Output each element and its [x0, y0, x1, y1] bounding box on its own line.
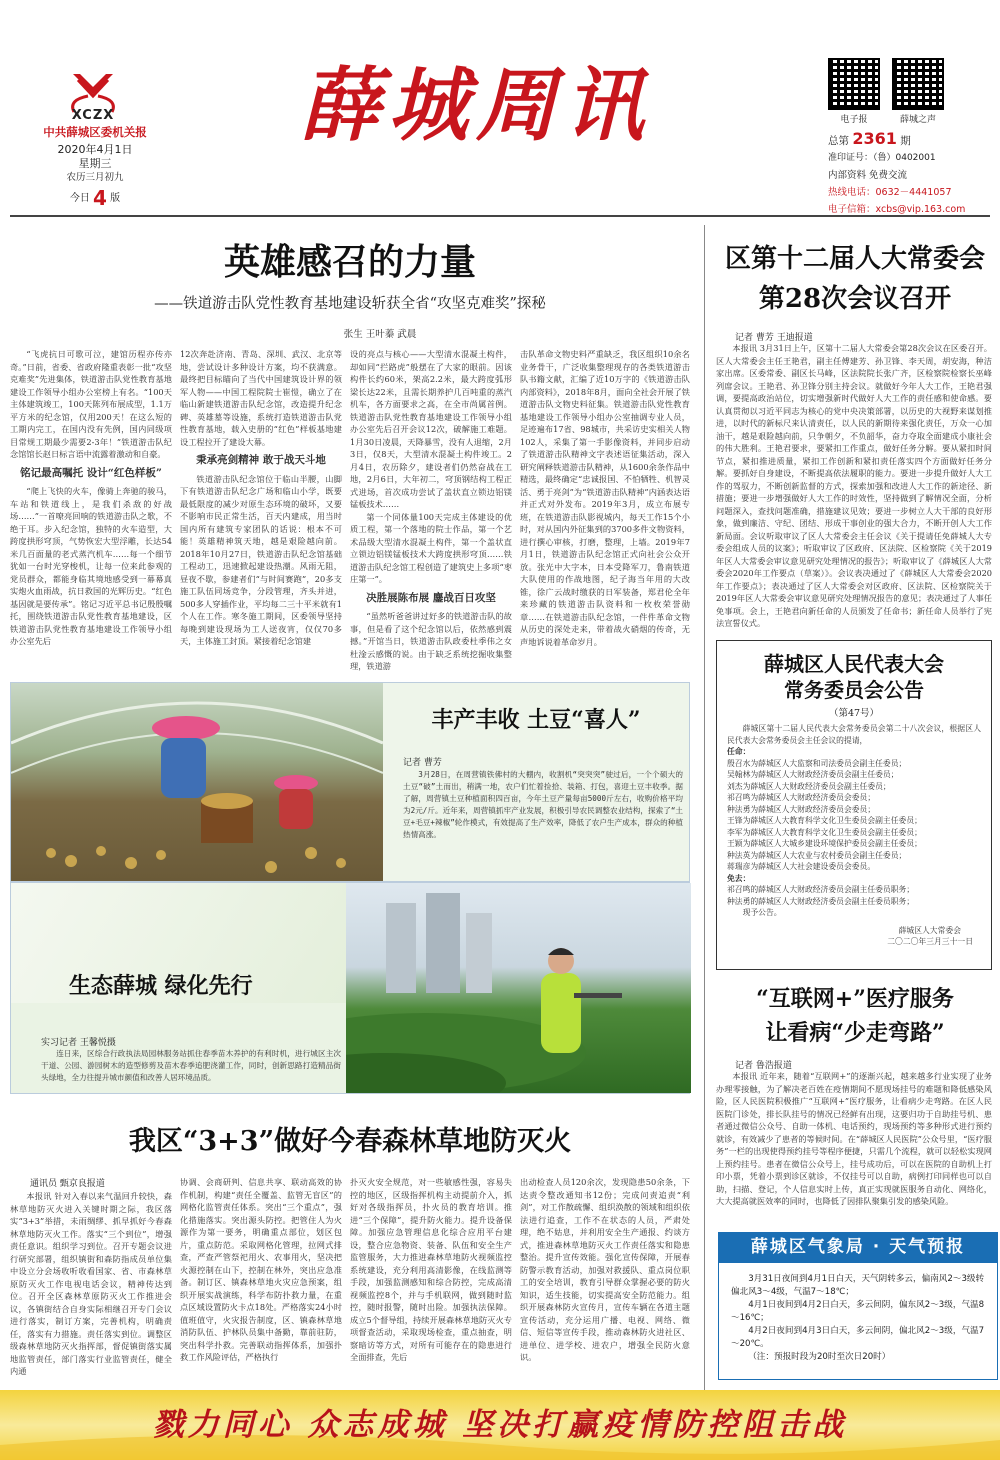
- list-item: 王颖为薛城区人大城乡建设环境保护委员会副主任委员；: [727, 839, 922, 848]
- list-item: 祁召鸣为薛城区人大财政经济委员会委员；: [727, 793, 876, 802]
- notice-box: [716, 640, 992, 970]
- lead-byline: 张生 王叶蓁 武晨: [343, 329, 417, 340]
- slogan-banner: [0, 1390, 1000, 1460]
- org-name: 中共薛城区委机关报: [43, 125, 147, 139]
- list-item: 种法英为薛城区人大农业与农村委员会副主任委员；: [727, 850, 907, 860]
- internet-headline-2: 让看病“少走弯路”: [765, 1020, 945, 1046]
- internet-headline-1: “互联网+”医疗服务: [756, 986, 954, 1012]
- meeting-headline-1: 区第十二届人大常委会: [724, 244, 985, 274]
- radio-qr-code[interactable]: [892, 58, 944, 110]
- list-item: 现予公告。: [742, 908, 782, 917]
- page-count: 今日 4 版: [69, 186, 121, 210]
- issue-number: 总第 2361 期: [828, 129, 911, 148]
- fire-byline: 通讯员 甄京良报道: [30, 1179, 105, 1189]
- column-divider: [704, 225, 705, 1390]
- lead-subhead-3: 决胜展陈布展 鏖战百日攻坚: [366, 591, 496, 604]
- lead-col2: 12次奔赴济南、青岛、深圳、武汉、北京等地，尝试设计多种设计方案，均不获满意。最终把目标瞄向了当代中国建筑设计界的领军人物——中国工程院院士崔愷，确立了在临山新建铁道游击队纪念馆，改造提升纪念碑、英雄墓等设施，系统打造铁道游击队党性教育基地，载入史册的“红色”样板基地建设工程拉开了建设大幕。 秉承亮剑精神 敢于战天斗地 铁道游击队纪念馆位于临山半腰，山脚下有铁道游击队纪念广场和临山小学，既要最低限度的减少对原生态环境的破坏，又要不影响市民正常生活，百天内建成，用当时国内所有建筑专家团队的话说：根本不可能！英雄精神筑天地，越是艰险越向前。2018年10月27日，铁道游击队纪念馆基础工程动工，迅速掀起建设热潮。风雨无阻，昼夜不歇，参建者们“与时间赛跑”，20多支施工队伍同场竞争，分段管理，齐头并进，500多人穿插作业，平均每二三十平米就有1个人在工作。寒冬施工期间，区委领导坚持每晚到建设现场为工人送夜宵，仅仅70多天，主体施工封顶。紧接着纪念馆建: [180, 349, 342, 646]
- notice-title-2: 常务委员会公告: [784, 678, 924, 702]
- issue-date: 2020年4月1日: [57, 143, 133, 156]
- lead-col4: 击队革命文物史料严重缺乏，我区组织10余名业务骨干，广泛收集整理现存的各类铁道游击队书籍文献，汇编了近10万字的《铁道游击队内部资料》，2018年8月，面向全社会开展了铁道游击队文物史料征集。铁道游击队党性教育基地建设工作领导小组办公室抽调专业人员，足迹遍布17省、98城市，共采访史实相关人物102人，采集了第一手影像资料，并同步启动了铁道游击队精神文字表述语征集活动，深入研究阐释铁道游击队精神，从1600余条作品中精选，最终确定“忠诚报国、不怕牺牲、机智灵活、勇于亮剑”为“铁道游击队精神”内涵表达语并正式对外发布。2019年3月，成立布展专班，在铁道游击队影视城内，每天工作15个小时，对从国内外征集到的3700多件文物资料，进行撰心审核，打磨，整理，上墙。2019年7月1日，铁道游击队纪念馆正式向社会公众开放。张光中大字本，日本受降军刀，鲁南铁道大队使用的作战地图，纪子海当年用的大改锥，徐广云战时缴获的日军装备，郑君伦全年来珍藏的铁道游击队资料和一枚枚荣誉勋章……在铁道游击队纪念馆，一件件革命文物从历史的深处走来，带着战火硝烟的传奇，无声地诉说着革命岁月。: [520, 349, 690, 647]
- appoint-label: 任命：: [727, 747, 751, 756]
- lead-subhead-1: 铭记最高嘱托 设计“红色样板”: [20, 466, 162, 479]
- weather-line: 3月31日夜间到4月1日白天，天气阴转多云，偏南风2～3级转偏北风3～4级，气温7～18℃；: [731, 1274, 985, 1297]
- eco-byline: 实习记者 王馨悦摄: [41, 1038, 116, 1048]
- lead-col1: “飞虎抗日可歌可泣，建馆历程亦传亦奇。”日前，省委、省政府隆重表彰一批“攻坚克难奖”先进集体，铁道游击队党性教育基地建设工作领导小组办公室榜上有名。“100天主体建筑竣工，100天陈列布展成型，1.1万平方米的纪念馆，仅用200天！在这么短的工期内完工，在国内没有先例，国内同级项目常规工期最少需要2-3年！”铁道游击队纪念馆馆长赵日标言语中流露着激动和自豪。 铭记最高嘱托 设计“红色样板” “爬上飞快的火车，像骑上奔驰的骏马，车站和铁道线上，是我们杀敌的好战场……”一首嘹亮回响的铁道游击队之歌，不绝于耳。步入纪念馆，独特的火车造型，大跨度拱形穹顶，气势恢宏大型浮雕，长达54米几百面量的老式蒸汽机车……每一个细节犹如一台时光穿梭机，让每一位来此参观的党员群众，都能身临其境地感受到一幕幕真实炮火血雨战，抗日救国的光辉历史。“红色基因就是要传承”。铭记习近平总书记殷殷嘱托，围绕铁道游击队党性教育基地建设，区铁道游击队党性教育基地建设工作领导小组办公室先后: [10, 349, 172, 646]
- weather-line: 4月1日夜间到4月2日白天，多云间阴，偏东风2～3级，气温8～16℃；: [731, 1300, 985, 1323]
- fire-col4: 出动检查人员120余次，发现隐患50余条，下达责令整改通知书12份；完成问责追责“利剑”，对工作散疏懈、组织涣散的领域和组织依法进行追查，工作不在状态的人员，严肃处理，绝不姑息，并利用安全生产通报、约谈方式，推进森林草地防灭火工作责任落实和隐患整治。提升宣传效能。强化宣传保障，开展春防警示教育活动，加强对救援队、重点岗位职工的安全培训，教育引导群众掌握必要的防火知识，适生技能，切实提高安全防范能力。组织开展森林防火宣传月，宣传车辆在各道主题宣传活动，充分运用广播、电视、网络、微信、短信等宣传手段，推动森林防火进社区、进单位、进学校、进农户，增强全民防火意识。: [520, 1177, 690, 1362]
- lead-headline: 英雄感召的力量: [223, 241, 476, 283]
- eco-body: 连日来，区综合行政执法局园林服务站抓住春季苗木养护的有利时机，进行城区主次干道、公园、游园树木的造型修剪及苗木春季追肥浇灌工作，同时，创新思路打造精品街头绿地，全力往提升城市颜值和改善人居环境品质。: [41, 1049, 341, 1082]
- fire-col2: 协调、会商研判、信息共享、联动高效的协作机制，构建“责任全覆盖、监管无盲区”的网格化监管责任体系。突出“三个重点”，强化措施落实。突出源头防控。把管住人为火源作为第一要务，明确重点部位，划区包片，重点防范。采取网格化管理，拉网式排查，严查严管祭祀用火、农事用火，坚决把火源控制在山下，控制在林外，突出应急准备。制订区、镇森林草地火灾应急预案，组织开展实战演练，科学布防扑救力量，在重点区域设置防火卡点18处。严格落实24小时值班值守，火灾报告制度，区、镇森林草地消防队伍、护林队员集中备勤，靠前驻防，突出科学扑救。完善联动指挥体系，加强扑救工作风险评估，严格执行: [180, 1177, 342, 1362]
- epaper-qr-code[interactable]: [828, 58, 880, 110]
- weather-line: 4月2日夜间到4月3日白天，多云间阴，偏北风2～3级，气温7～20℃。: [731, 1326, 985, 1349]
- meeting-body: 本报讯 3月31日上午，区第十二届人大常委会第28次会议在区委召开。区人大常委会主任王艳君，副主任傅建芳、孙卫锋、李天周，胡安海，种洁家出席。区委常委、副区长马峰，区法院院长张广齐，区检察院检察长巫峰列席会议。王艳君、孙卫锋分别主持会议。就做好今年人大工作，王艳君强调，要提高政治站位，切实增强新时代做好人大工作的责任感和使命感。要认真贯彻以习近平同志为核心的党中央决策部署，以历史的大视野来谋划推进，以时代的新标尺来认清责任，以人民的新期待来强化责任，万众一心加油干，越是艰险越向前，只争朝夕，不负韶华，奋力夺取全面建成小康社会的伟大胜利。王艳君要求，要紧扣工作重点，做好任务分解。要从紧扣时间节点，紧扣推进质量，紧扣工作创新和紧扣责任落实四个方面做好任务分解。要抓好自身建设，不断提高依法履职的能力。要进一步提升做好人大工作的驾驭力，不断创新监督的方式，探索加强和改进人大工作的新途径、新措施；要进一步增强做好人大工作的时效性，坚持做到了解情况全面，分析问题深入，查找问题准确，措施建议见效；要进一步树立人大干部的良好形象，做到廉洁、守纪、团结、形成干事创业的强大合力，不断开创人大工作新局面。会议听取审议了区人大常委会主任会议《关于提请任免薛城人大专委会组成人员的议案》；听取审议了区政府、区法院、区检察院《关于2019年区人大常委会审议意见研究处理情况的报告》；听取审议了《薛城区人大常委会2020年工作要点（草案）》。会议表决通过了《薛城区人大常委会2020年工作要点》；表决通过了区人大常委会对区政府、区法院、区检察院关于2019年区人大常委会审议意见研究处理情况报告的意见；表决通过了人事任免事项。会上，王艳君向新任命的人员颁发了任命书；新任命人员举行了宪法宣誓仪式。: [716, 343, 992, 627]
- newspaper-title: 薛城周讯: [300, 58, 652, 152]
- hotline: 热线电话：0632－4441057: [828, 187, 952, 198]
- list-item: 种法勇的薛城区人大财政经济委员会副主任委员职务；: [727, 896, 915, 906]
- weather-title: 薛城区气象局 · 天气预报: [718, 1232, 998, 1262]
- date-block: [0, 125, 190, 210]
- notice-title-1: 薛城区人民代表大会: [764, 652, 944, 676]
- issue-info: [828, 130, 998, 218]
- weekday: 星期三: [78, 157, 112, 170]
- notice-date: 二〇二〇年三月三十一日: [887, 937, 973, 946]
- banner-slogan: 戮力同心 众志成城 坚决打赢疫情防控阻击战: [152, 1407, 848, 1443]
- potato-photo: [11, 683, 383, 881]
- list-item: 祁召鸣的薛城区人大财政经济委员会副主任委员职务；: [727, 885, 915, 894]
- qr1-label: 电子报: [840, 115, 868, 125]
- masthead-rule: [10, 215, 990, 217]
- list-item: 蒋瑞彦为薛城区人大社会建设委员会委员。: [727, 862, 876, 871]
- lead-col3: 设的亮点与核心——大型清水混凝土构件，却如同“拦路虎”般摆在了大家的眼前。因该构件长约60米，架高2.2米，最大跨度弧形梁长达22米，且需长期养护几百吨重的蒸汽机车，各方面要求之高，在全市尚属首例。铁道游击队党性教育基地建设工作领导小组办公室先后召开会议12次，破解施工难题。1月30日凌晨，天降暴雪，没有人退缩，2月3日，仅8天，大型清水混凝土构件竣工。2月4日，农历除夕，建设者们仍然奋战在工地，2月6日，大年初二，穹顶钢结构工程正式进场，首次成功尝试了盖状直立锁边铝镁锰板技术…… 第一个同体量100天完成主体建设的优质工程，第一个落地的院士作品，第一个艺术品级大型清水混凝土构件，第一个盖状直立锁边铝镁锰板技术大跨度拱形穹顶……铁道游击队纪念馆工程创造了建筑史上多项“枣庄第一”。 决胜展陈布展 鏖战百日攻坚 “虽然听爸爸讲过好多的铁道游击队的故事，但是看了这个纪念馆以后，依然感到震撼。”开馆当日，铁道游击队政委杜季伟之女杜淦云感慨的说。由于缺乏系统挖掘收集整理，铁道游: [350, 349, 512, 671]
- logo-text: XCZX: [71, 108, 115, 123]
- permit-number: 准印证号：（鲁）0402001: [828, 153, 936, 163]
- list-item: 王锋为薛城区人大教育科学文化卫生委员会副主任委员；: [727, 816, 922, 825]
- lead-subhead-2: 秉承亮剑精神 敢于战天斗地: [196, 454, 326, 466]
- fire-col1: 本报讯 针对入春以来气温回升较快，森林草地防灭火进入关键时期之际，我区落实“3+3”举措，未雨绸缪、抓早抓好今春森林草地防灭火工作。落实“三个到位”，增强责任意识。组织学习到位。召开专题会议进行研究部署，组织镇街和森防指成员单位集中设立分会场收听收看国家、省、市森林草原防灭火工作电视电话会议，精神传达到位。召开全区森林草原防灭火工作推进会议，各镇街结合自身实际相继召开专门会议进行落实，制订方案，完善机构，明确责任，落实有力措施。责任落实到位。调整区级森林草地防灭火指挥部，督促镇街落实属地监管责任，部门落实行业监管责任，健全内通: [10, 1191, 172, 1376]
- fire-headline: 我区“3+3”做好今春森林草地防灭火: [128, 1126, 572, 1157]
- potato-body: 3月28日，在周营镇铁佛村的大棚内，收割机“突突突”驶过后，一个个硕大的土豆“破”土而出，稍满一地，农户们忙着捡拾、装箱、打包，喜迎土豆丰收季。据了解，周营镇土豆种植面积四百亩，今年土豆产量每亩5000斤左右，收购价格平均为2元/斤。近年来，周营镇抓牢产业发展，积极引导农民调整农业结构，探索了“土豆+毛豆+辣椒”轮作模式，有效提高了生产效率，降低了农户生产成本，群众的种植热情高涨。: [403, 770, 683, 839]
- list-item: 殷召水为薛城区人大监察和司法委员会副主任委员；: [727, 758, 907, 768]
- potato-byline: 记者 曹芳: [403, 758, 442, 768]
- potato-headline: 丰产丰收 土豆“喜人”: [431, 707, 641, 733]
- notice-number: （第47号）: [828, 708, 880, 719]
- hedge-trimming-image: [346, 883, 691, 1093]
- internal-note: 内部资料 免费交流: [828, 170, 908, 181]
- notice-intro: 薛城区第十二届人民代表大会常务委员会第二十八次会议，根据区人民代表大会常务委员会主任会议的提请，: [727, 724, 981, 745]
- newspaper-logo: [58, 72, 128, 122]
- eco-section: [10, 882, 690, 1094]
- remove-label: 免去：: [727, 873, 751, 883]
- lead-subtitle: ——铁道游击队党性教育基地建设斩获全省“攻坚克难奖”探秘: [154, 296, 546, 312]
- fire-col3: 扑灭火安全规范，对一些敏感性强，容易失控的地区，区级指挥机构主动提前介入，抓好对各级指挥员，扑火员的教育培训。推进“三个保障”，提升防火能力。提升设备保障。加强应急管理信息化综合应用平台建设，整合应急物资、装备、队伍和安全生产监管服务，大力推进森林草地防火视频监控系统建设，充分利用高清影像，在线监测等手段，加强监测感知和综合防控，完成高清视频监控8个，并与手机联网，做到随时监控，随时报警，随时出险。加强执法保障。成立5个督导组，持续开展森林草地防灭火专项督查活动，采取现场检查，重点抽查，明察暗访等方式，对所有可能存在的隐患进行全面排查，先后: [350, 1177, 512, 1362]
- email: 电子信箱：xcbs@vip.163.com: [828, 204, 966, 215]
- weather-note: （注：预报时段为20时至次日20时）: [748, 1352, 891, 1362]
- meeting-headline-2: 第28次会议召开: [758, 284, 952, 314]
- potato-section: [10, 682, 690, 882]
- meeting-byline: 记者 曹芳 王迪报道: [735, 333, 813, 343]
- qr2-label: 薛城之声: [899, 115, 936, 125]
- internet-body: 本报讯 近年来，随着“互联网+”的逐渐兴起，越来越多行业实现了业务办理零接触，为了解决老百姓在疫情期间不愿现场挂号的难题和降低感染风险，区人民医院积极推广“互联网+”医疗服务，让看病少走弯路。在区人民医院门诊处，排长队挂号的情况已经鲜有出现，这要归功于自助挂号机、患者通过微信公众号、自助一体机、电话预约，现场预约等多种形式进行预约就诊，有效减少了患者的等候时间。在“薛城区人民医院”公众号里，“医疗服务”一栏的出现使得预约挂号等程序便捷，只需几个流程，就可以轻松实现网上预约挂号。患者在微信公众号上，挂号成功后，可以在医院的自助机上打印小票，凭着小票到诊区就诊，不仅挂号可以自助，病例打印同样也可以自助，扫描、登记，个人信息实时上传，真正实现就医服务自动化、网络化，大大提高就医效率的同时，也降低了因排队聚集引发的感染风险。: [716, 1071, 992, 1206]
- eco-photo: [346, 883, 691, 1093]
- eco-headline: 生态薛城 绿化先行: [69, 973, 253, 999]
- lunar-date: 农历三月初九: [66, 172, 124, 183]
- list-item: 刘杰为薛城区人大财政经济委员会副主任委员；: [727, 781, 891, 791]
- list-item: 种法勇为薛城区人大财政经济委员会委员；: [727, 804, 876, 814]
- potato-field-image: [11, 683, 383, 881]
- list-item: 李军为薛城区人大教育科学文化卫生委员会副主任委员；: [727, 827, 922, 837]
- notice-signature: 薛城区人大常委会: [898, 925, 961, 935]
- appoint-list: [727, 758, 981, 873]
- weather-box: [718, 1262, 998, 1380]
- internet-byline: 记者 鲁浩报道: [735, 1061, 792, 1071]
- list-item: 吴翰林为薛城区人大财政经济委员会副主任委员；: [727, 770, 899, 779]
